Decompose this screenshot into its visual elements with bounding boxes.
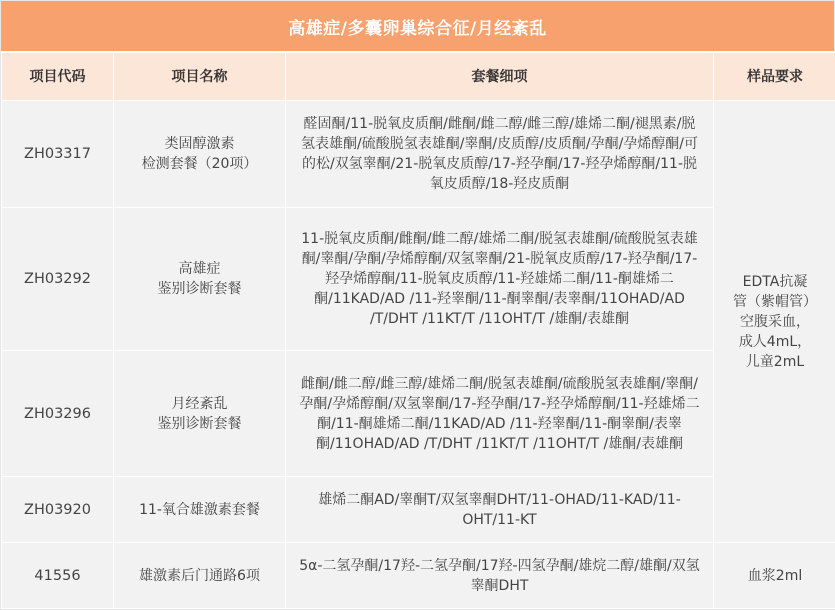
header-row [2,53,835,101]
table-title: 高雄症/多囊卵巢综合征/月经紊乱 [1,1,834,52]
sample-requirement: EDTA抗凝 管（紫帽管） 空腹采血， 成人4mL， 儿童2mL [714,101,835,543]
item-code: ZH03920 [2,477,114,543]
item-code: ZH03296 [2,351,114,477]
table-row [2,208,835,351]
item-name: 月经紊乱 鉴别诊断套餐 [114,351,286,477]
item-details: 雌酮/雌二醇/雌三醇/雄烯二酮/脱氢表雄酮/硫酸脱氢表雄酮/睾酮/孕酮/孕烯醇酮/双氢睾酮/17-羟孕酮/17-羟孕烯醇酮/11-羟雄烯二酮/11-酮雄烯二酮/11KAD/AD /11-羟睾酮/11-酮睾酮/表睾酮/11OHAD/AD /T/DHT /11KT/T /11OHT/T /雄酮/表雄酮 [286,351,714,477]
table-row [2,477,835,543]
item-name: 11-氧合雄激素套餐 [114,477,286,543]
header-sample: 样品要求 [714,53,835,101]
header-code: 项目代码 [2,53,114,101]
item-name: 类固醇激素 检测套餐（20项） [114,101,286,208]
table-row [2,351,835,477]
header-details: 套餐细项 [286,53,714,101]
item-code: ZH03292 [2,208,114,351]
item-details: 醛固酮/11-脱氧皮质酮/雌酮/雌二醇/雌三醇/雄烯二酮/褪黑素/脱氢表雄酮/硫酸脱氢表雄酮/睾酮/皮质醇/皮质酮/孕酮/孕烯醇酮/可的松/双氢睾酮/21-脱氧皮质醇/17-羟孕酮/17-羟孕烯醇酮/11-脱氧皮质醇/18-羟皮质酮 [286,101,714,208]
table-row [2,101,835,208]
item-name: 雄激素后门通路6项 [114,543,286,609]
table-row [2,543,835,609]
header-name: 项目名称 [114,53,286,101]
item-details: 11-脱氧皮质酮/雌酮/雌二醇/雄烯二酮/脱氢表雄酮/硫酸脱氢表雄酮/睾酮/孕酮/孕烯醇酮/双氢睾酮/21-脱氧皮质醇/17-羟孕酮/17-羟孕烯醇酮/11-脱氧皮质醇/11-羟雄烯二酮/11-酮雄烯二酮/11KAD/AD /11-羟睾酮/11-酮睾酮/表睾酮/11OHAD/AD /T/DHT /11KT/T /11OHT/T /雄酮/表雄酮 [286,208,714,351]
item-code: ZH03317 [2,101,114,208]
item-details: 雄烯二酮AD/睾酮T/双氢睾酮DHT/11-OHAD/11-KAD/11-OHT/11-KT [286,477,714,543]
sample-requirement: 血浆2ml [714,543,835,609]
item-name: 高雄症 鉴别诊断套餐 [114,208,286,351]
item-code: 41556 [2,543,114,609]
package-table [1,52,835,609]
item-details: 5α-二氢孕酮/17羟-二氢孕酮/17羟-四氢孕酮/雄烷二醇/雄酮/双氢睾酮DHT [286,543,714,609]
